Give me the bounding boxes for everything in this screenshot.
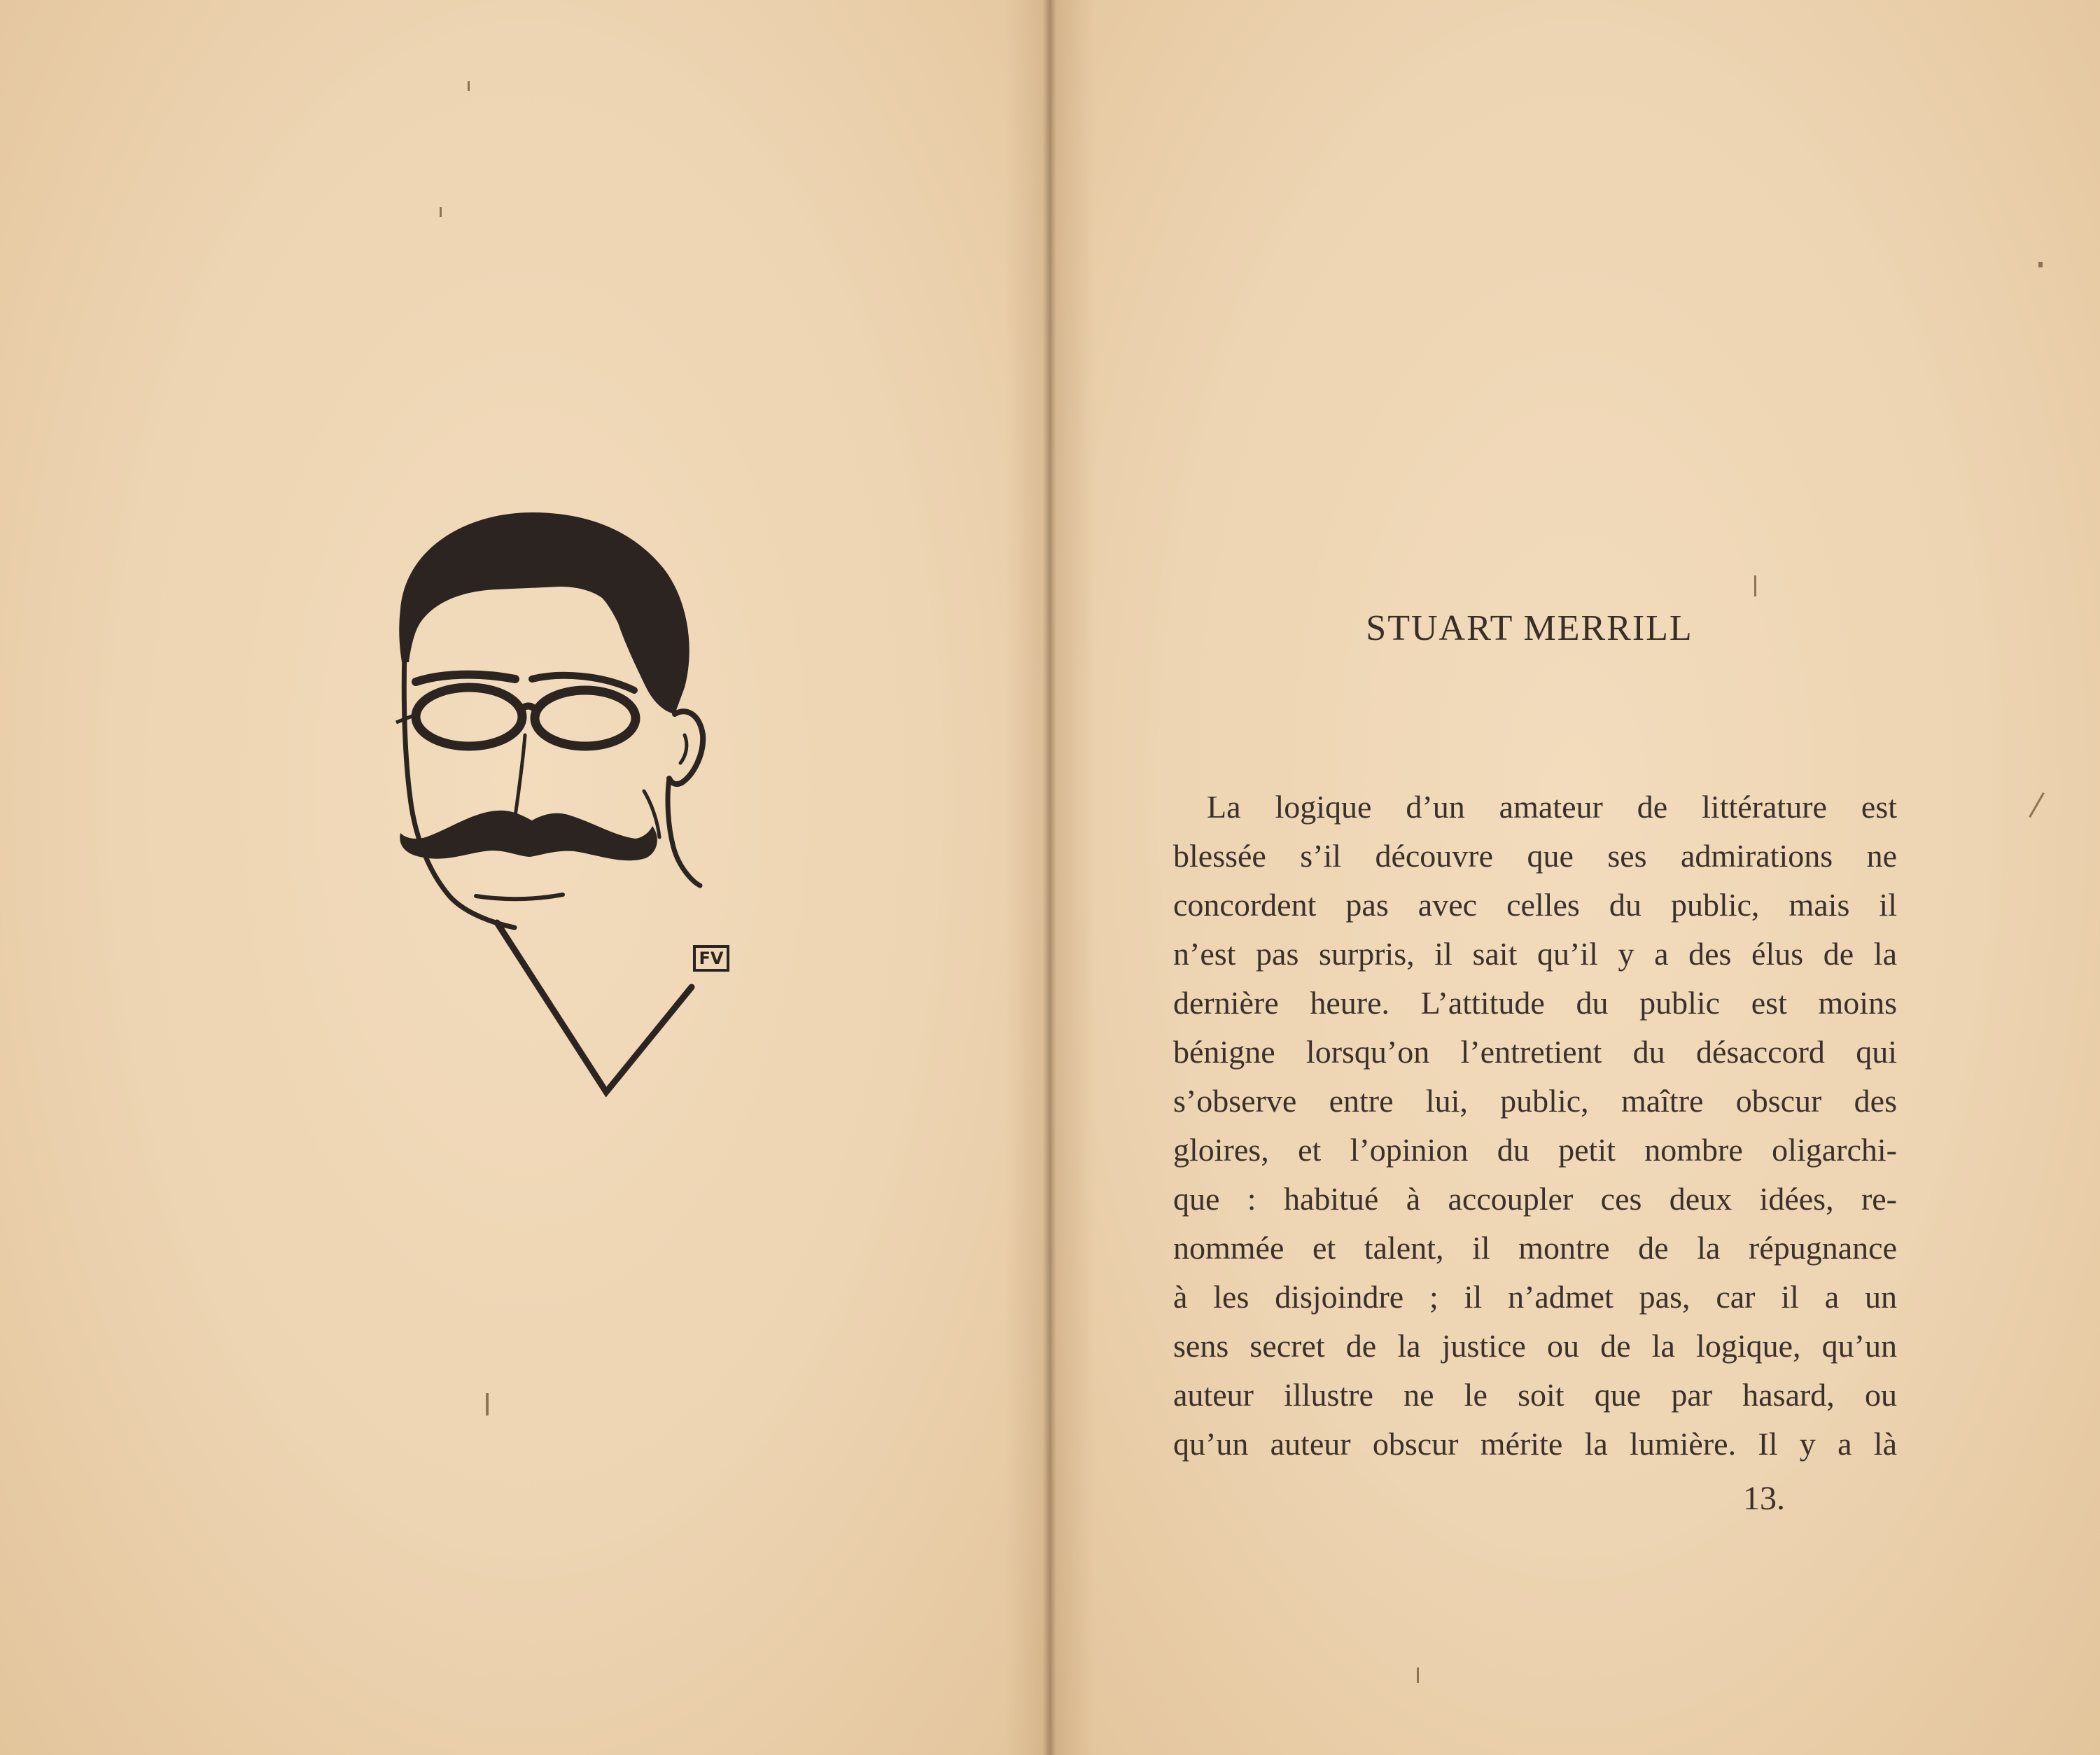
left-lens [416, 687, 522, 746]
text-line: qu’un auteur obscur mérite la lumière. Il y a là [1173, 1426, 1897, 1462]
nose [514, 735, 525, 826]
text-line: gloires, et l’opinion du petit nombre oligarchi- [1173, 1132, 1897, 1168]
paper-speck [468, 81, 470, 91]
artist-monogram: FV [699, 949, 724, 968]
book-gutter [1005, 0, 1095, 1755]
text-line: s’observe entre lui, public, maître obscur des [1173, 1083, 1897, 1119]
text-line: n’est pas surpris, il sait qu’il y a des élus de la [1173, 936, 1897, 972]
text-line: bénigne lorsqu’on l’entretient du désaccord qui [1173, 1034, 1897, 1070]
moustache [400, 811, 657, 860]
page-number: 13. [1743, 1480, 1785, 1517]
text-line: que : habitué à accoupler ces deux idées, re- [1173, 1181, 1897, 1217]
ear-inner [680, 735, 687, 763]
paper-speck [2038, 262, 2043, 267]
text-line: dernière heure. L’attitude du public est moins [1173, 985, 1897, 1021]
paper-speck [440, 207, 442, 217]
paper-speck [1417, 1667, 1419, 1683]
lower-lip [476, 895, 563, 899]
text-line: auteur illustre ne le soit que par hasard, ou [1173, 1377, 1897, 1413]
text-line: blessée s’il découvre que ses admirations ne [1173, 838, 1897, 874]
chapter-title: STUART MERRILL [1366, 608, 1693, 648]
paper-speck [2029, 792, 2045, 818]
hair [399, 512, 689, 714]
text-line: La logique d’un amateur de littérature est [1207, 789, 1897, 825]
paper-speck [1754, 575, 1756, 596]
portrait-drawing [392, 504, 812, 1106]
left-eyebrow [416, 675, 515, 682]
collar [497, 923, 692, 1092]
body-text [1173, 783, 1897, 1469]
portrait-woodcut [392, 504, 812, 1106]
glasses-bridge [519, 706, 536, 712]
text-line: sens secret de la justice ou de la logique, qu’un [1173, 1328, 1897, 1364]
text-line: nommée et talent, il montre de la répugnance [1173, 1230, 1897, 1266]
paper-speck [486, 1393, 489, 1415]
right-lens [535, 690, 636, 746]
text-line: concordent pas avec celles du public, mais il [1173, 887, 1897, 923]
text-line: à les disjoindre ; il n’admet pas, car il a un [1173, 1279, 1897, 1315]
jaw-right [668, 778, 700, 886]
